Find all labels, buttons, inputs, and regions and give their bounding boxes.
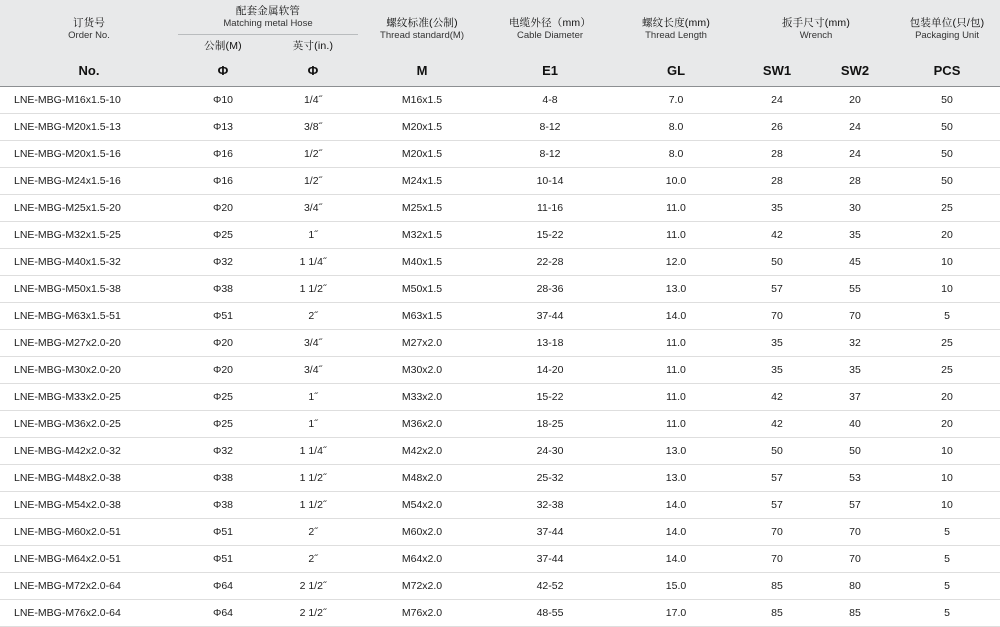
cell-wrench-sw2: 40 <box>816 411 894 438</box>
header-packaging-unit-en: Packaging Unit <box>915 29 979 41</box>
cell-wrench-sw1: 35 <box>738 330 816 357</box>
cell-thread-length: 11.0 <box>614 384 738 411</box>
header-hose-metric-label: 公制(M) <box>204 40 242 52</box>
table-row <box>0 573 1000 600</box>
cell-hose-metric: Φ32 <box>178 249 268 276</box>
cell-packaging-unit: 5 <box>894 600 1000 627</box>
cell-packaging-unit: 5 <box>894 573 1000 600</box>
cell-cable-diameter: 8-12 <box>486 141 614 168</box>
cell-packaging-unit: 10 <box>894 465 1000 492</box>
table-row <box>0 303 1000 330</box>
cell-wrench-sw2: 50 <box>816 438 894 465</box>
table-row <box>0 600 1000 627</box>
cell-thread-standard: M72x2.0 <box>358 573 486 600</box>
cell-hose-inch: 1 1/2˝ <box>268 492 358 519</box>
cell-thread-standard: M32x1.5 <box>358 222 486 249</box>
cell-order-no: LNE-MBG-M20x1.5-13 <box>0 114 178 141</box>
cell-thread-standard: M20x1.5 <box>358 114 486 141</box>
cell-order-no: LNE-MBG-M76x2.0-64 <box>0 600 178 627</box>
table-row <box>0 465 1000 492</box>
cell-hose-inch: 3/4˝ <box>268 330 358 357</box>
cell-hose-inch: 1/2˝ <box>268 141 358 168</box>
cell-wrench-sw2: 80 <box>816 573 894 600</box>
cell-thread-standard: M76x2.0 <box>358 600 486 627</box>
cell-hose-metric: Φ16 <box>178 141 268 168</box>
symbol-hose-metric: Φ <box>178 57 268 87</box>
cell-packaging-unit: 5 <box>894 546 1000 573</box>
header-matching-hose-group <box>178 0 358 35</box>
cell-wrench-sw2: 57 <box>816 492 894 519</box>
cell-packaging-unit: 10 <box>894 249 1000 276</box>
cell-wrench-sw1: 85 <box>738 573 816 600</box>
cell-hose-metric: Φ38 <box>178 276 268 303</box>
cell-wrench-sw2: 85 <box>816 600 894 627</box>
cell-thread-length: 7.0 <box>614 87 738 114</box>
header-thread-length-en: Thread Length <box>645 29 707 41</box>
table-row <box>0 141 1000 168</box>
header-thread-standard-en: Thread standard(M) <box>380 29 464 41</box>
cell-hose-inch: 2˝ <box>268 519 358 546</box>
cell-hose-metric: Φ38 <box>178 465 268 492</box>
header-order-no-cn: 订货号 <box>72 16 106 29</box>
cell-order-no: LNE-MBG-M40x1.5-32 <box>0 249 178 276</box>
cell-order-no: LNE-MBG-M48x2.0-38 <box>0 465 178 492</box>
cell-hose-metric: Φ64 <box>178 600 268 627</box>
header-matching-hose-cn: 配套金属软管 <box>235 5 301 17</box>
table-row <box>0 222 1000 249</box>
cell-hose-inch: 1/4˝ <box>268 87 358 114</box>
header-row-symbols <box>0 57 1000 87</box>
table-row <box>0 492 1000 519</box>
cell-hose-metric: Φ13 <box>178 114 268 141</box>
header-cable-diameter-en: Cable Diameter <box>517 29 584 41</box>
cell-wrench-sw1: 57 <box>738 492 816 519</box>
cell-hose-inch: 1 1/4˝ <box>268 249 358 276</box>
cell-hose-metric: Φ64 <box>178 573 268 600</box>
cell-order-no: LNE-MBG-M63x1.5-51 <box>0 303 178 330</box>
cell-thread-length: 11.0 <box>614 222 738 249</box>
cell-packaging-unit: 20 <box>894 222 1000 249</box>
cell-thread-standard: M40x1.5 <box>358 249 486 276</box>
cell-packaging-unit: 50 <box>894 141 1000 168</box>
cell-hose-metric: Φ32 <box>178 438 268 465</box>
cell-wrench-sw2: 70 <box>816 546 894 573</box>
cell-cable-diameter: 10-14 <box>486 168 614 195</box>
cell-packaging-unit: 20 <box>894 411 1000 438</box>
cell-wrench-sw2: 28 <box>816 168 894 195</box>
cell-hose-inch: 3/8˝ <box>268 114 358 141</box>
cell-wrench-sw1: 57 <box>738 276 816 303</box>
header-order-no <box>0 0 178 57</box>
table-row <box>0 438 1000 465</box>
cell-wrench-sw1: 70 <box>738 546 816 573</box>
cell-cable-diameter: 48-55 <box>486 600 614 627</box>
cell-thread-length: 8.0 <box>614 141 738 168</box>
cell-thread-standard: M20x1.5 <box>358 141 486 168</box>
cell-thread-length: 8.0 <box>614 114 738 141</box>
cell-thread-standard: M42x2.0 <box>358 438 486 465</box>
cell-wrench-sw1: 70 <box>738 303 816 330</box>
cell-hose-metric: Φ25 <box>178 384 268 411</box>
cell-cable-diameter: 15-22 <box>486 384 614 411</box>
cell-packaging-unit: 50 <box>894 168 1000 195</box>
table-row <box>0 519 1000 546</box>
cell-wrench-sw2: 24 <box>816 114 894 141</box>
table-row <box>0 168 1000 195</box>
header-row-titles <box>0 0 1000 35</box>
cell-wrench-sw2: 55 <box>816 276 894 303</box>
header-thread-length <box>614 0 738 57</box>
cell-thread-length: 11.0 <box>614 195 738 222</box>
cell-thread-standard: M54x2.0 <box>358 492 486 519</box>
cell-thread-length: 14.0 <box>614 303 738 330</box>
cell-order-no: LNE-MBG-M60x2.0-51 <box>0 519 178 546</box>
cell-wrench-sw1: 35 <box>738 357 816 384</box>
cell-wrench-sw1: 28 <box>738 141 816 168</box>
table-row <box>0 384 1000 411</box>
symbol-order-no: No. <box>0 57 178 87</box>
cell-thread-length: 14.0 <box>614 492 738 519</box>
cell-packaging-unit: 5 <box>894 303 1000 330</box>
cell-thread-standard: M60x2.0 <box>358 519 486 546</box>
cell-hose-inch: 3/4˝ <box>268 195 358 222</box>
cell-wrench-sw1: 42 <box>738 384 816 411</box>
cell-wrench-sw1: 35 <box>738 195 816 222</box>
cell-order-no: LNE-MBG-M33x2.0-25 <box>0 384 178 411</box>
cell-thread-length: 14.0 <box>614 519 738 546</box>
cell-order-no: LNE-MBG-M36x2.0-25 <box>0 411 178 438</box>
cell-packaging-unit: 25 <box>894 330 1000 357</box>
cell-packaging-unit: 50 <box>894 114 1000 141</box>
cell-order-no: LNE-MBG-M16x1.5-10 <box>0 87 178 114</box>
cell-thread-length: 11.0 <box>614 357 738 384</box>
cell-cable-diameter: 4-8 <box>486 87 614 114</box>
cell-order-no: LNE-MBG-M42x2.0-32 <box>0 438 178 465</box>
cell-hose-metric: Φ16 <box>178 168 268 195</box>
table-row <box>0 249 1000 276</box>
cell-wrench-sw1: 57 <box>738 465 816 492</box>
cell-hose-inch: 1/2˝ <box>268 168 358 195</box>
table-row <box>0 411 1000 438</box>
cell-packaging-unit: 10 <box>894 438 1000 465</box>
header-thread-length-cn: 螺纹长度(mm) <box>641 16 711 29</box>
cell-order-no: LNE-MBG-M24x1.5-16 <box>0 168 178 195</box>
cell-wrench-sw2: 32 <box>816 330 894 357</box>
cell-thread-standard: M16x1.5 <box>358 87 486 114</box>
cell-cable-diameter: 18-25 <box>486 411 614 438</box>
cell-thread-length: 12.0 <box>614 249 738 276</box>
cell-packaging-unit: 10 <box>894 276 1000 303</box>
cell-packaging-unit: 10 <box>894 492 1000 519</box>
cell-wrench-sw1: 24 <box>738 87 816 114</box>
cell-order-no: LNE-MBG-M20x1.5-16 <box>0 141 178 168</box>
cell-hose-inch: 1 1/2˝ <box>268 276 358 303</box>
header-hose-inch-label: 英寸(in.) <box>292 40 334 52</box>
cell-thread-length: 11.0 <box>614 411 738 438</box>
cell-wrench-sw2: 30 <box>816 195 894 222</box>
cell-hose-metric: Φ51 <box>178 303 268 330</box>
cell-thread-standard: M27x2.0 <box>358 330 486 357</box>
cell-thread-length: 13.0 <box>614 276 738 303</box>
cell-order-no: LNE-MBG-M32x1.5-25 <box>0 222 178 249</box>
header-cable-diameter <box>486 0 614 57</box>
cell-order-no: LNE-MBG-M27x2.0-20 <box>0 330 178 357</box>
symbol-thread-standard: M <box>358 57 486 87</box>
cell-thread-standard: M64x2.0 <box>358 546 486 573</box>
cell-wrench-sw2: 53 <box>816 465 894 492</box>
cell-wrench-sw1: 26 <box>738 114 816 141</box>
header-thread-standard-cn: 螺纹标准(公制) <box>386 16 458 29</box>
cell-order-no: LNE-MBG-M54x2.0-38 <box>0 492 178 519</box>
table-row <box>0 87 1000 114</box>
symbol-wrench-sw2: SW2 <box>816 57 894 87</box>
cell-cable-diameter: 13-18 <box>486 330 614 357</box>
cell-thread-standard: M63x1.5 <box>358 303 486 330</box>
cell-wrench-sw2: 70 <box>816 303 894 330</box>
cell-cable-diameter: 37-44 <box>486 546 614 573</box>
cell-thread-standard: M33x2.0 <box>358 384 486 411</box>
cell-thread-length: 10.0 <box>614 168 738 195</box>
cell-wrench-sw1: 42 <box>738 222 816 249</box>
cell-order-no: LNE-MBG-M25x1.5-20 <box>0 195 178 222</box>
cell-packaging-unit: 20 <box>894 384 1000 411</box>
header-thread-standard <box>358 0 486 57</box>
cell-order-no: LNE-MBG-M64x2.0-51 <box>0 546 178 573</box>
cell-order-no: LNE-MBG-M50x1.5-38 <box>0 276 178 303</box>
cell-wrench-sw1: 85 <box>738 600 816 627</box>
cell-cable-diameter: 24-30 <box>486 438 614 465</box>
cell-hose-metric: Φ51 <box>178 519 268 546</box>
cell-wrench-sw1: 28 <box>738 168 816 195</box>
cell-thread-length: 11.0 <box>614 330 738 357</box>
cell-thread-length: 14.0 <box>614 546 738 573</box>
cell-thread-length: 17.0 <box>614 600 738 627</box>
cell-hose-inch: 2 1/2˝ <box>268 600 358 627</box>
cell-cable-diameter: 25-32 <box>486 465 614 492</box>
cell-thread-standard: M30x2.0 <box>358 357 486 384</box>
cell-thread-standard: M50x1.5 <box>358 276 486 303</box>
cell-wrench-sw2: 37 <box>816 384 894 411</box>
cell-thread-length: 13.0 <box>614 438 738 465</box>
table-row <box>0 546 1000 573</box>
header-hose-inch <box>268 35 358 58</box>
cell-hose-inch: 3/4˝ <box>268 357 358 384</box>
cell-cable-diameter: 15-22 <box>486 222 614 249</box>
cell-hose-metric: Φ10 <box>178 87 268 114</box>
cell-cable-diameter: 22-28 <box>486 249 614 276</box>
header-wrench-cn: 扳手尺寸(mm) <box>781 16 851 29</box>
header-wrench <box>738 0 894 57</box>
table-row <box>0 330 1000 357</box>
cell-wrench-sw2: 45 <box>816 249 894 276</box>
cell-hose-inch: 1 1/4˝ <box>268 438 358 465</box>
cell-thread-standard: M36x2.0 <box>358 411 486 438</box>
cell-wrench-sw1: 70 <box>738 519 816 546</box>
header-packaging-unit-cn: 包装单位(只/包) <box>909 16 985 29</box>
cell-hose-inch: 1˝ <box>268 411 358 438</box>
cell-wrench-sw1: 42 <box>738 411 816 438</box>
cell-hose-metric: Φ20 <box>178 195 268 222</box>
header-cable-diameter-cn: 电缆外径（mm） <box>508 16 592 29</box>
cell-cable-diameter: 32-38 <box>486 492 614 519</box>
table-row <box>0 357 1000 384</box>
cell-hose-metric: Φ20 <box>178 330 268 357</box>
cell-hose-metric: Φ25 <box>178 222 268 249</box>
table-body <box>0 87 1000 627</box>
cell-wrench-sw2: 20 <box>816 87 894 114</box>
cell-cable-diameter: 28-36 <box>486 276 614 303</box>
cell-hose-inch: 2˝ <box>268 303 358 330</box>
symbol-thread-length: GL <box>614 57 738 87</box>
cell-hose-inch: 1˝ <box>268 384 358 411</box>
cell-cable-diameter: 42-52 <box>486 573 614 600</box>
cell-thread-standard: M24x1.5 <box>358 168 486 195</box>
cell-wrench-sw2: 70 <box>816 519 894 546</box>
table-row <box>0 114 1000 141</box>
cell-packaging-unit: 25 <box>894 357 1000 384</box>
cell-packaging-unit: 5 <box>894 519 1000 546</box>
table-header <box>0 0 1000 87</box>
cell-order-no: LNE-MBG-M72x2.0-64 <box>0 573 178 600</box>
cell-hose-inch: 2˝ <box>268 546 358 573</box>
cell-cable-diameter: 11-16 <box>486 195 614 222</box>
cell-hose-inch: 2 1/2˝ <box>268 573 358 600</box>
symbol-wrench-sw1: SW1 <box>738 57 816 87</box>
cell-cable-diameter: 8-12 <box>486 114 614 141</box>
header-matching-hose-en: Matching metal Hose <box>223 18 313 30</box>
cell-wrench-sw2: 35 <box>816 222 894 249</box>
cell-thread-length: 15.0 <box>614 573 738 600</box>
cell-cable-diameter: 37-44 <box>486 519 614 546</box>
symbol-cable-diameter: E1 <box>486 57 614 87</box>
header-packaging-unit <box>894 0 1000 57</box>
cell-thread-standard: M48x2.0 <box>358 465 486 492</box>
cell-packaging-unit: 25 <box>894 195 1000 222</box>
cell-hose-metric: Φ25 <box>178 411 268 438</box>
cell-thread-standard: M25x1.5 <box>358 195 486 222</box>
table-row <box>0 276 1000 303</box>
cell-hose-metric: Φ51 <box>178 546 268 573</box>
header-hose-metric <box>178 35 268 58</box>
symbol-packaging-unit: PCS <box>894 57 1000 87</box>
cell-cable-diameter: 37-44 <box>486 303 614 330</box>
cell-thread-length: 13.0 <box>614 465 738 492</box>
cell-cable-diameter: 14-20 <box>486 357 614 384</box>
header-order-no-en: Order No. <box>68 29 110 41</box>
cell-wrench-sw1: 50 <box>738 438 816 465</box>
cell-wrench-sw1: 50 <box>738 249 816 276</box>
cell-hose-inch: 1˝ <box>268 222 358 249</box>
cell-hose-inch: 1 1/2˝ <box>268 465 358 492</box>
table-row <box>0 195 1000 222</box>
header-wrench-en: Wrench <box>799 29 833 41</box>
cell-wrench-sw2: 24 <box>816 141 894 168</box>
cell-hose-metric: Φ20 <box>178 357 268 384</box>
cell-wrench-sw2: 35 <box>816 357 894 384</box>
cell-hose-metric: Φ38 <box>178 492 268 519</box>
cell-packaging-unit: 50 <box>894 87 1000 114</box>
symbol-hose-inch: Φ <box>268 57 358 87</box>
cell-order-no: LNE-MBG-M30x2.0-20 <box>0 357 178 384</box>
